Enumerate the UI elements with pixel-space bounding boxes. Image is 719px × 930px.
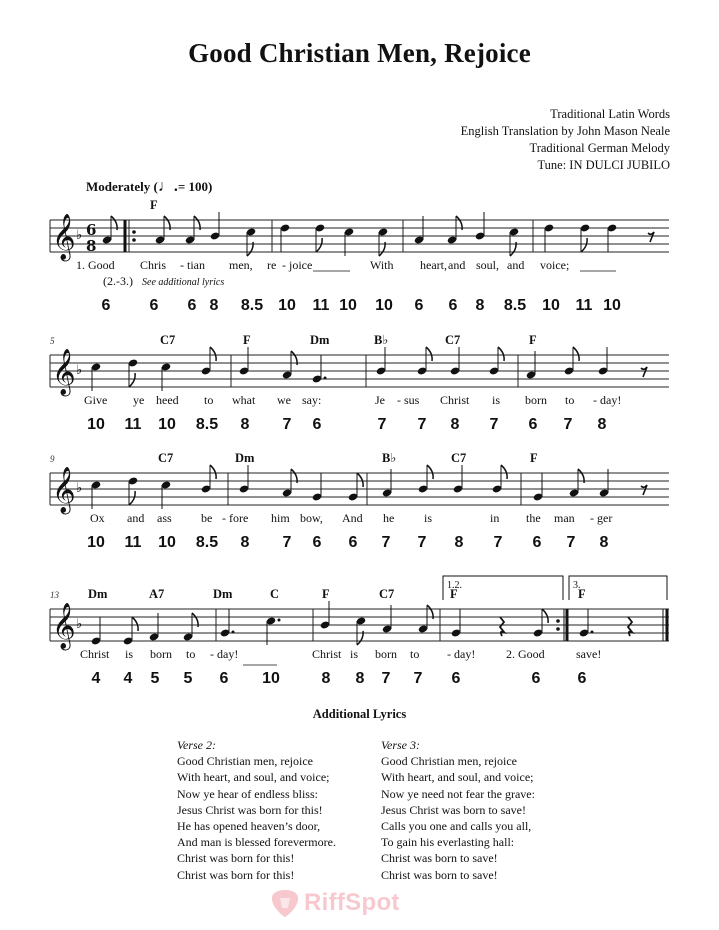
lyric-syllable: - ger bbox=[590, 511, 613, 525]
note-flag bbox=[581, 238, 587, 252]
harmonica-hole-number: 5 bbox=[150, 670, 160, 687]
harmonica-hole-number: 6 bbox=[451, 670, 461, 687]
harmonica-hole-number: 7 bbox=[413, 670, 423, 687]
lyric-syllable: soul, bbox=[476, 258, 500, 272]
ending-label: 1.2. bbox=[447, 580, 462, 591]
harmonica-hole-number: 7 bbox=[417, 534, 427, 551]
harmonica-hole-number: 11 bbox=[124, 534, 142, 551]
note bbox=[533, 473, 543, 502]
harmonica-hole-number: 6 bbox=[312, 416, 322, 433]
harmonica-hole-number: 6 bbox=[187, 297, 197, 314]
harmonica-hole-number: 6 bbox=[528, 416, 538, 433]
verse-line: Now ye need not fear the grave: bbox=[381, 786, 535, 801]
lyric-syllable: re bbox=[267, 258, 277, 272]
harmonica-hole-number: 8 bbox=[599, 534, 609, 551]
note bbox=[451, 609, 461, 638]
note bbox=[210, 212, 220, 241]
harmonica-hole-number: 6 bbox=[414, 297, 424, 314]
lyric-syllable: and bbox=[448, 258, 466, 272]
eighth-rest-icon bbox=[641, 367, 647, 377]
harmonica-hole-number: 7 bbox=[282, 534, 292, 551]
note bbox=[453, 465, 463, 494]
verse-line: To gain his everlasting hall: bbox=[381, 835, 515, 850]
harmonica-hole-number: 8 bbox=[240, 534, 250, 551]
lyric-syllable: to bbox=[204, 393, 214, 407]
verse-line: Jesus Christ was born to save! bbox=[381, 802, 526, 817]
lyric-syllable: Chris bbox=[140, 258, 167, 272]
harmonica-hole-number: 7 bbox=[563, 416, 573, 433]
lyric-syllable: - tian bbox=[180, 258, 205, 272]
chord-symbol: C7 bbox=[158, 451, 174, 465]
lyric-syllable: - fore bbox=[222, 511, 249, 525]
lyric-syllable: born bbox=[150, 647, 172, 661]
harmonica-hole-number: 10 bbox=[542, 297, 560, 314]
verse-line: Christ was born for this! bbox=[177, 851, 295, 866]
lyric-syllable: in bbox=[490, 511, 500, 525]
ending-label: 3. bbox=[573, 580, 581, 591]
flat-sign-icon: ♭ bbox=[76, 363, 83, 378]
lyric-syllable: say: bbox=[302, 393, 322, 407]
chord-symbol: F bbox=[450, 587, 458, 601]
note bbox=[239, 465, 249, 494]
chord-symbol: C7 bbox=[379, 587, 395, 601]
lyric-syllable: born bbox=[375, 647, 397, 661]
note bbox=[607, 223, 617, 252]
guitar-pick-icon bbox=[270, 888, 300, 918]
chord-symbol: F bbox=[322, 587, 330, 601]
additional-lyrics-heading: Additional Lyrics bbox=[312, 707, 407, 721]
verse-line: And man is blessed forevermore. bbox=[177, 835, 336, 850]
note bbox=[320, 601, 330, 630]
harmonica-hole-number: 7 bbox=[381, 534, 391, 551]
chord-symbol: F bbox=[529, 333, 537, 347]
lyric-syllable: be bbox=[201, 511, 213, 525]
note-flag bbox=[426, 347, 432, 361]
note-flag bbox=[132, 617, 138, 631]
lyric-syllable: - joice bbox=[282, 258, 313, 272]
flat-sign-icon: ♭ bbox=[76, 617, 83, 632]
lyric-syllable: 1. Good bbox=[76, 258, 115, 272]
verse-line: He has opened heaven’s door, bbox=[177, 819, 321, 834]
chord-symbol: B♭ bbox=[382, 451, 397, 465]
verse-line: With heart, and soul, and voice; bbox=[177, 770, 330, 785]
repeat-dot bbox=[132, 230, 136, 234]
lyric-syllable: save! bbox=[576, 647, 602, 661]
note-flag bbox=[427, 465, 433, 479]
harmonica-hole-number: 10 bbox=[158, 534, 176, 551]
note-flag bbox=[542, 609, 548, 623]
note bbox=[128, 476, 138, 505]
harmonica-hole-number: 7 bbox=[377, 416, 387, 433]
verse-number-label: (2.-3.) bbox=[103, 274, 133, 288]
measure-number: 5 bbox=[50, 336, 55, 346]
credit-line: Tune: IN DULCI JUBILO bbox=[537, 158, 670, 172]
verse-line: Good Christian men, rejoice bbox=[177, 754, 313, 769]
harmonica-hole-number: 7 bbox=[417, 416, 427, 433]
note bbox=[376, 347, 386, 376]
note bbox=[580, 223, 590, 252]
harmonica-hole-number: 7 bbox=[493, 534, 503, 551]
verse-line: Now ye hear of endless bliss: bbox=[177, 786, 318, 801]
lyric-syllable: ass bbox=[157, 511, 172, 525]
verse-label: Verse 2: bbox=[177, 738, 216, 752]
harmonica-hole-number: 10 bbox=[375, 297, 393, 314]
lyric-syllable: the bbox=[526, 511, 541, 525]
harmonica-hole-number: 4 bbox=[123, 670, 133, 687]
lyric-syllable: to bbox=[565, 393, 575, 407]
lyric-syllable: is bbox=[125, 647, 134, 661]
time-signature-bottom: 8 bbox=[86, 237, 97, 255]
lyric-syllable: - day! bbox=[593, 393, 622, 407]
lyric-syllable: ye bbox=[133, 393, 145, 407]
lyric-syllable: 2. Good bbox=[506, 647, 545, 661]
dot bbox=[324, 377, 327, 380]
harmonica-hole-number: 8 bbox=[355, 670, 365, 687]
lyric-syllable: Je bbox=[375, 393, 385, 407]
lyric-syllable: bow, bbox=[300, 511, 323, 525]
lyric-syllable: - day! bbox=[447, 647, 476, 661]
riffspot-logo bbox=[270, 888, 400, 918]
chord-symbol: F bbox=[578, 587, 586, 601]
treble-clef-icon: 𝄞 bbox=[52, 349, 76, 395]
repeat-dot bbox=[556, 627, 560, 631]
harmonica-hole-number: 6 bbox=[149, 297, 159, 314]
time-signature-top: 6 bbox=[86, 221, 97, 239]
measure-number: 9 bbox=[50, 454, 55, 464]
harmonica-hole-number: 10 bbox=[603, 297, 621, 314]
lyric-syllable: heed bbox=[156, 393, 179, 407]
dot bbox=[591, 631, 594, 634]
chord-symbol: Dm bbox=[88, 587, 108, 601]
harmonica-hole-number: 6 bbox=[448, 297, 458, 314]
note bbox=[91, 617, 101, 646]
note bbox=[598, 347, 608, 376]
logo-text: RiffSpot bbox=[304, 889, 400, 916]
harmonica-hole-number: 8 bbox=[321, 670, 331, 687]
harmonica-hole-number: 8.5 bbox=[195, 534, 219, 551]
verse-line: Calls you one and calls you all, bbox=[381, 819, 532, 834]
credit-line: Traditional German Melody bbox=[529, 141, 670, 155]
chord-symbol: F bbox=[150, 198, 158, 212]
note-flag bbox=[501, 465, 507, 479]
chord-symbol: B♭ bbox=[374, 333, 389, 347]
chord-symbol: F bbox=[530, 451, 538, 465]
harmonica-hole-number: 11 bbox=[312, 297, 330, 314]
harmonica-hole-number: 7 bbox=[566, 534, 576, 551]
lyric-syllable: and bbox=[507, 258, 525, 272]
lyric-syllable: And bbox=[342, 511, 363, 525]
note bbox=[280, 223, 290, 252]
chord-symbol: Dm bbox=[235, 451, 255, 465]
lyric-syllable: man bbox=[554, 511, 575, 525]
chord-symbol: C bbox=[270, 587, 280, 601]
lyric-syllable: born bbox=[525, 393, 547, 407]
treble-clef-icon: 𝄞 bbox=[52, 467, 76, 513]
harmonica-hole-number: 10 bbox=[339, 297, 357, 314]
harmonica-hole-number: 8.5 bbox=[240, 297, 264, 314]
lyric-syllable: Christ bbox=[312, 647, 342, 661]
lyric-syllable: is bbox=[492, 393, 501, 407]
note-flag bbox=[316, 238, 322, 252]
lyric-syllable: - day! bbox=[210, 647, 239, 661]
verse-3 bbox=[381, 737, 535, 883]
eighth-rest-icon bbox=[648, 232, 654, 242]
chord-symbol: C7 bbox=[160, 333, 176, 347]
harmonica-hole-number: 8.5 bbox=[503, 297, 527, 314]
harmonica-hole-number: 8 bbox=[240, 416, 250, 433]
note bbox=[312, 355, 327, 384]
repeat-dot bbox=[132, 238, 136, 242]
harmonica-hole-number: 7 bbox=[282, 416, 292, 433]
verse-label: Verse 3: bbox=[381, 738, 420, 752]
treble-clef-icon: 𝄞 bbox=[52, 214, 76, 260]
dot bbox=[232, 631, 235, 634]
credit-line: Traditional Latin Words bbox=[550, 107, 670, 121]
harmonica-hole-number: 6 bbox=[531, 670, 541, 687]
lyric-syllable: heart, bbox=[420, 258, 447, 272]
note bbox=[315, 223, 325, 252]
verse-2 bbox=[177, 737, 336, 883]
harmonica-hole-number: 8 bbox=[454, 534, 464, 551]
tempo-bpm: = 100 bbox=[177, 179, 209, 194]
note bbox=[450, 347, 460, 376]
note-flag bbox=[210, 465, 216, 479]
harmonica-hole-number: 8 bbox=[597, 416, 607, 433]
harmonica-hole-number: 10 bbox=[278, 297, 296, 314]
lyric-syllable: is bbox=[424, 511, 433, 525]
see-additional-lyrics-note: See additional lyrics bbox=[142, 277, 225, 288]
note bbox=[128, 358, 138, 387]
chord-symbol: F bbox=[243, 333, 251, 347]
lyric-syllable: Christ bbox=[80, 647, 110, 661]
note-flag bbox=[129, 373, 135, 387]
lyric-syllable: and bbox=[127, 511, 145, 525]
chord-symbol: C7 bbox=[451, 451, 467, 465]
flat-sign-icon: ♭ bbox=[76, 481, 83, 496]
tempo-text: Moderately bbox=[86, 179, 151, 194]
harmonica-hole-number: 6 bbox=[219, 670, 229, 687]
harmonica-hole-number: 5 bbox=[183, 670, 193, 687]
note bbox=[475, 212, 485, 241]
verse-line: Christ was born for this! bbox=[177, 867, 295, 882]
harmonica-hole-number: 6 bbox=[532, 534, 542, 551]
harmonica-hole-number: 6 bbox=[577, 670, 587, 687]
note bbox=[239, 347, 249, 376]
verse-line: Jesus Christ was born for this! bbox=[177, 802, 323, 817]
lyric-syllable: to bbox=[410, 647, 420, 661]
note bbox=[312, 473, 322, 502]
lyric-syllable: men, bbox=[229, 258, 253, 272]
lyric-syllable: - sus bbox=[397, 393, 420, 407]
measure-number: 13 bbox=[50, 590, 59, 600]
lyric-syllable: is bbox=[350, 647, 359, 661]
page-title: Good Christian Men, Rejoice bbox=[188, 38, 531, 68]
harmonica-hole-number: 4 bbox=[91, 670, 101, 687]
lyric-syllable: voice; bbox=[540, 258, 570, 272]
lyric-syllable: Give bbox=[84, 393, 108, 407]
verse-line: Christ was born to save! bbox=[381, 851, 498, 866]
harmonica-hole-number: 8 bbox=[209, 297, 219, 314]
dotted-quarter-note-icon: ♩. bbox=[157, 178, 178, 195]
tempo-marking: Moderately (♩.= 100) bbox=[86, 178, 213, 195]
lyric-syllable: to bbox=[186, 647, 196, 661]
harmonica-hole-number: 11 bbox=[575, 297, 593, 314]
note bbox=[544, 223, 554, 252]
chord-symbol: Dm bbox=[213, 587, 233, 601]
note-flag bbox=[129, 491, 135, 505]
harmonica-hole-number: 11 bbox=[124, 416, 142, 433]
harmonica-hole-number: 10 bbox=[158, 416, 176, 433]
repeat-dot bbox=[556, 619, 560, 623]
verse-line: Good Christian men, rejoice bbox=[381, 754, 517, 769]
lyric-syllable: Christ bbox=[440, 393, 470, 407]
credit-line: English Translation by John Mason Neale bbox=[460, 124, 670, 138]
lyric-syllable: he bbox=[383, 511, 395, 525]
lyric-syllable: With bbox=[370, 258, 394, 272]
harmonica-hole-number: 7 bbox=[381, 670, 391, 687]
lyric-syllable: him bbox=[271, 511, 290, 525]
eighth-rest-icon bbox=[641, 485, 647, 495]
note-flag bbox=[210, 347, 216, 361]
harmonica-hole-number: 6 bbox=[348, 534, 358, 551]
treble-clef-icon: 𝄞 bbox=[52, 603, 76, 649]
verse-line: Christ was born to save! bbox=[381, 867, 498, 882]
harmonica-hole-number: 6 bbox=[101, 297, 111, 314]
note-flag bbox=[357, 473, 363, 487]
flat-sign-icon: ♭ bbox=[76, 228, 83, 243]
note-flag bbox=[498, 347, 504, 361]
verse-line: With heart, and soul, and voice; bbox=[381, 770, 534, 785]
harmonica-hole-number: 10 bbox=[87, 416, 105, 433]
chord-symbol: A7 bbox=[149, 587, 165, 601]
harmonica-hole-number: 8 bbox=[450, 416, 460, 433]
lyric-syllable: we bbox=[277, 393, 291, 407]
note-flag bbox=[573, 347, 579, 361]
lyric-syllable: what bbox=[232, 393, 256, 407]
chord-symbol: C7 bbox=[445, 333, 461, 347]
note bbox=[579, 609, 594, 638]
harmonica-hole-number: 10 bbox=[262, 670, 280, 687]
harmonica-hole-number: 7 bbox=[489, 416, 499, 433]
harmonica-hole-number: 8 bbox=[475, 297, 485, 314]
lyric-syllable: Ox bbox=[90, 511, 105, 525]
harmonica-hole-number: 8.5 bbox=[195, 416, 219, 433]
dot bbox=[278, 619, 281, 622]
harmonica-hole-number: 6 bbox=[312, 534, 322, 551]
harmonica-hole-number: 10 bbox=[87, 534, 105, 551]
note bbox=[220, 609, 235, 638]
chord-symbol: Dm bbox=[310, 333, 330, 347]
